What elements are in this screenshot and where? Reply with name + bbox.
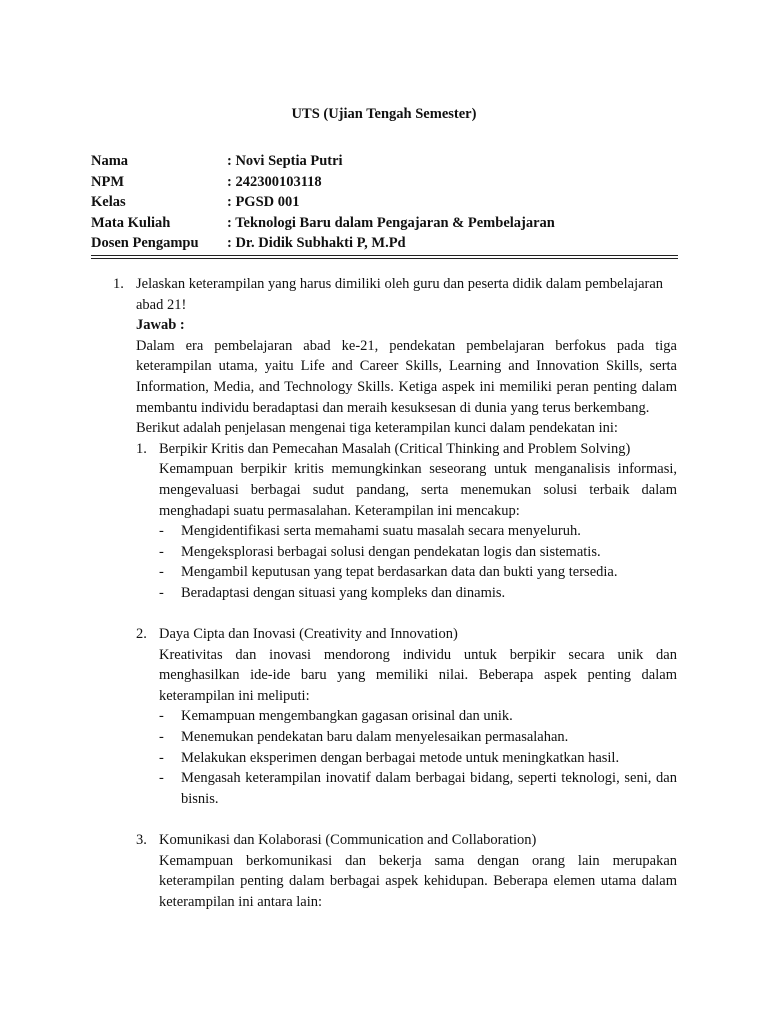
bullet-dash: - [159,729,164,746]
info-value: : 242300103118 [227,173,322,190]
section-heading: Komunikasi dan Kolaborasi (Communication and Collaboration) [159,832,537,849]
info-value: : PGSD 001 [227,194,300,211]
bullet-dash: - [159,584,164,601]
bullet-dash: - [159,770,164,787]
info-row-mata-kuliah [91,213,555,234]
info-label: Dosen Pengampu [91,235,199,252]
bullet-list [159,521,677,603]
bullet-dash: - [159,749,164,766]
bullet-dash: - [159,543,164,560]
info-value: : Dr. Didik Subhakti P, M.Pd [227,235,406,252]
info-label: Mata Kuliah [91,214,171,231]
skill-section [136,830,677,912]
answer-body [113,274,677,912]
list-item: - Mengasah keterampilan inovatif dalam berbagai bidang, seperti teknologi, seni, dan bisnis. [159,770,677,807]
list-item: - Menemukan pendekatan baru dalam menyelesaikan permasalahan. [159,727,677,748]
section-heading: Daya Cipta dan Inovasi (Creativity and Innovation) [159,626,458,643]
list-item: - Melakukan eksperimen dengan berbagai metode untuk meningkatkan hasil. [159,748,677,769]
bullet-dash: - [159,523,164,540]
document-title: UTS (Ujian Tengah Semester) [291,106,477,122]
answer-intro: Dalam era pembelajaran abad ke-21, pendekatan pembelajaran berfokus pada tiga keterampilan utama, yaitu Life and Career Skills, Learning and Innovation Skills, serta Information, Media, and Technology Skills. Ketiga aspek ini memiliki peran penting dalam membantu individu beradaptasi dan meraih kesuksesan di dunia yang terus berkembang. [136,337,677,416]
info-label: NPM [91,173,125,190]
section-description: Kreativitas dan inovasi mendorong individu untuk berpikir secara unik dan menghasilkan ide-ide baru yang memiliki nilai. Beberapa aspek penting dalam keterampilan ini meliputi: [159,646,677,704]
info-value: : Teknologi Baru dalam Pengajaran & Pembelajaran [227,214,555,231]
info-row-dosen [91,233,555,254]
list-item: - Beradaptasi dengan situasi yang kompleks dan dinamis. [159,583,677,604]
info-label: Nama [91,153,129,169]
section-number: 1. [136,440,147,457]
answer-label: Jawab : [136,317,185,334]
bullet-dash: - [159,708,164,725]
question [113,274,677,315]
info-row-npm [91,172,555,193]
info-label: Kelas [91,194,126,211]
divider-line [91,258,678,259]
info-value: : Novi Septia Putri [227,153,343,169]
skill-section [136,624,677,706]
section-description: Kemampuan berkomunikasi dan bekerja sama dengan orang lain merupakan keterampilan penting dalam berbagai aspek kehidupan. Beberapa elemen utama dalam keterampilan ini antara lain: [159,852,677,910]
list-item: - Mengidentifikasi serta memahami suatu masalah secara menyeluruh. [159,521,677,542]
bullet-list [159,706,677,809]
student-info [91,151,555,254]
list-item: - Mengambil keputusan yang tepat berdasarkan data dan bukti yang tersedia. [159,562,677,583]
list-item: - Kemampuan mengembangkan gagasan orisinal dan unik. [159,706,677,727]
bullet-dash: - [159,564,164,581]
section-description: Kemampuan berpikir kritis memungkinkan seseorang untuk menganalisis informasi, mengevaluasi berbagai sudut pandang, serta menemukan solusi terbaik dalam menghadapi suatu permasalahan. Keterampilan ini mencakup: [159,461,677,519]
answer-lead: Berikut adalah penjelasan mengenai tiga keterampilan kunci dalam pendekatan ini: [136,420,618,437]
question-number: 1. [113,276,124,292]
info-row-nama [91,151,555,172]
skill-section [136,439,677,521]
divider-line [91,255,678,256]
section-heading: Berpikir Kritis dan Pemecahan Masalah (Critical Thinking and Problem Solving) [159,440,631,457]
section-number: 3. [136,832,147,849]
list-item: - Mengeksplorasi berbagai solusi dengan pendekatan logis dan sistematis. [159,542,677,563]
info-row-kelas [91,192,555,213]
section-number: 2. [136,626,147,643]
question-text: Jelaskan keterampilan yang harus dimiliki oleh guru dan peserta didik dalam pembelajaran abad 21! [136,276,664,313]
